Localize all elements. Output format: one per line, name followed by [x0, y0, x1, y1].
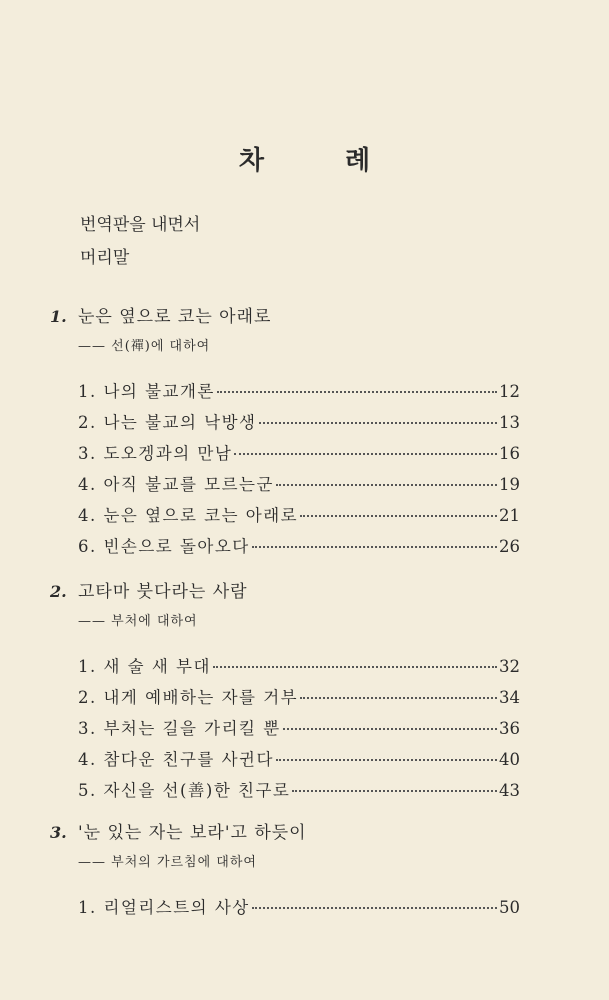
- entry-label: 4. 참다운 친구를 사귄다: [78, 750, 274, 769]
- chapter-number: 2.: [50, 582, 67, 601]
- toc-entry[interactable]: [78, 502, 520, 533]
- entry-page: 16: [499, 444, 520, 463]
- entry-page: 13: [499, 413, 520, 432]
- entry-label: 1. 리얼리스트의 사상: [78, 898, 250, 917]
- chapter-title: 눈은 옆으로 코는 아래로: [78, 307, 272, 327]
- entry-page: 26: [499, 537, 520, 556]
- entry-page: 21: [499, 506, 520, 525]
- toc-entry[interactable]: [78, 684, 520, 715]
- dot-leader: [276, 484, 497, 486]
- entry-label: 2. 내게 예배하는 자를 거부: [78, 688, 299, 707]
- page-title: 차 례: [238, 146, 407, 176]
- dot-leader: [252, 546, 497, 548]
- chapter-number: 3.: [50, 823, 67, 842]
- entry-page: 12: [499, 382, 520, 401]
- entry-list: [50, 894, 520, 925]
- chapter-subtitle: —— 선(禪)에 대하여: [78, 339, 211, 354]
- entry-label: 4. 눈은 옆으로 코는 아래로: [78, 506, 299, 525]
- entry-label: 3. 도오겡과의 만남: [78, 444, 233, 463]
- entry-label: 3. 부처는 길을 가리킬 뿐: [78, 719, 281, 738]
- entry-label: 4. 아직 불교를 모르는군: [78, 475, 274, 494]
- dot-leader: [283, 728, 497, 730]
- entry-page: 43: [499, 781, 520, 800]
- toc-entry[interactable]: [78, 894, 520, 925]
- dot-leader: [276, 759, 497, 761]
- chapter-subtitle: —— 부처에 대하여: [78, 614, 198, 629]
- entry-label: 5. 자신을 선(善)한 친구로: [78, 781, 291, 800]
- toc-entry[interactable]: [78, 777, 520, 808]
- chapter-3: [50, 818, 520, 925]
- entry-page: 40: [499, 750, 520, 769]
- toc-entry[interactable]: [78, 378, 520, 409]
- chapter-heading: [50, 818, 520, 843]
- toc-entry[interactable]: [78, 409, 520, 440]
- dot-leader: [300, 697, 497, 699]
- toc-entry[interactable]: [78, 471, 520, 502]
- dot-leader: [252, 907, 497, 909]
- entry-list: [50, 653, 520, 808]
- toc-entry[interactable]: [78, 715, 520, 746]
- dot-leader: [259, 422, 498, 424]
- chapter-1: [50, 302, 520, 564]
- toc-entry[interactable]: [78, 653, 520, 684]
- chapter-2: [50, 577, 520, 808]
- prelim-item-foreword: 머리말: [80, 248, 130, 268]
- entry-page: 36: [499, 719, 520, 738]
- entry-label: 6. 빈손으로 돌아오다: [78, 537, 250, 556]
- dot-leader: [217, 391, 497, 393]
- entry-label: 2. 나는 불교의 낙방생: [78, 413, 257, 432]
- prelim-item-preface: 번역판을 내면서: [80, 215, 201, 235]
- chapter-heading: [50, 577, 520, 602]
- entry-label: 1. 나의 불교개론: [78, 382, 215, 401]
- dot-leader: [234, 453, 497, 455]
- dot-leader: [292, 790, 497, 792]
- entry-page: 19: [499, 475, 520, 494]
- entry-label: 1. 새 술 새 부대: [78, 657, 211, 676]
- chapter-heading: [50, 302, 520, 327]
- entry-page: 32: [499, 657, 520, 676]
- entry-page: 34: [499, 688, 520, 707]
- toc-entry[interactable]: [78, 533, 520, 564]
- toc-entry[interactable]: [78, 746, 520, 777]
- entry-page: 50: [499, 898, 520, 917]
- chapter-subtitle: —— 부처의 가르침에 대하여: [78, 855, 257, 870]
- dot-leader: [213, 666, 497, 668]
- entry-list: [50, 378, 520, 564]
- dot-leader: [300, 515, 497, 517]
- toc-entry[interactable]: [78, 440, 520, 471]
- chapter-number: 1.: [50, 307, 67, 326]
- chapter-title: 고타마 붓다라는 사람: [78, 582, 248, 602]
- chapter-title: '눈 있는 자는 보라'고 하듯이: [78, 823, 307, 843]
